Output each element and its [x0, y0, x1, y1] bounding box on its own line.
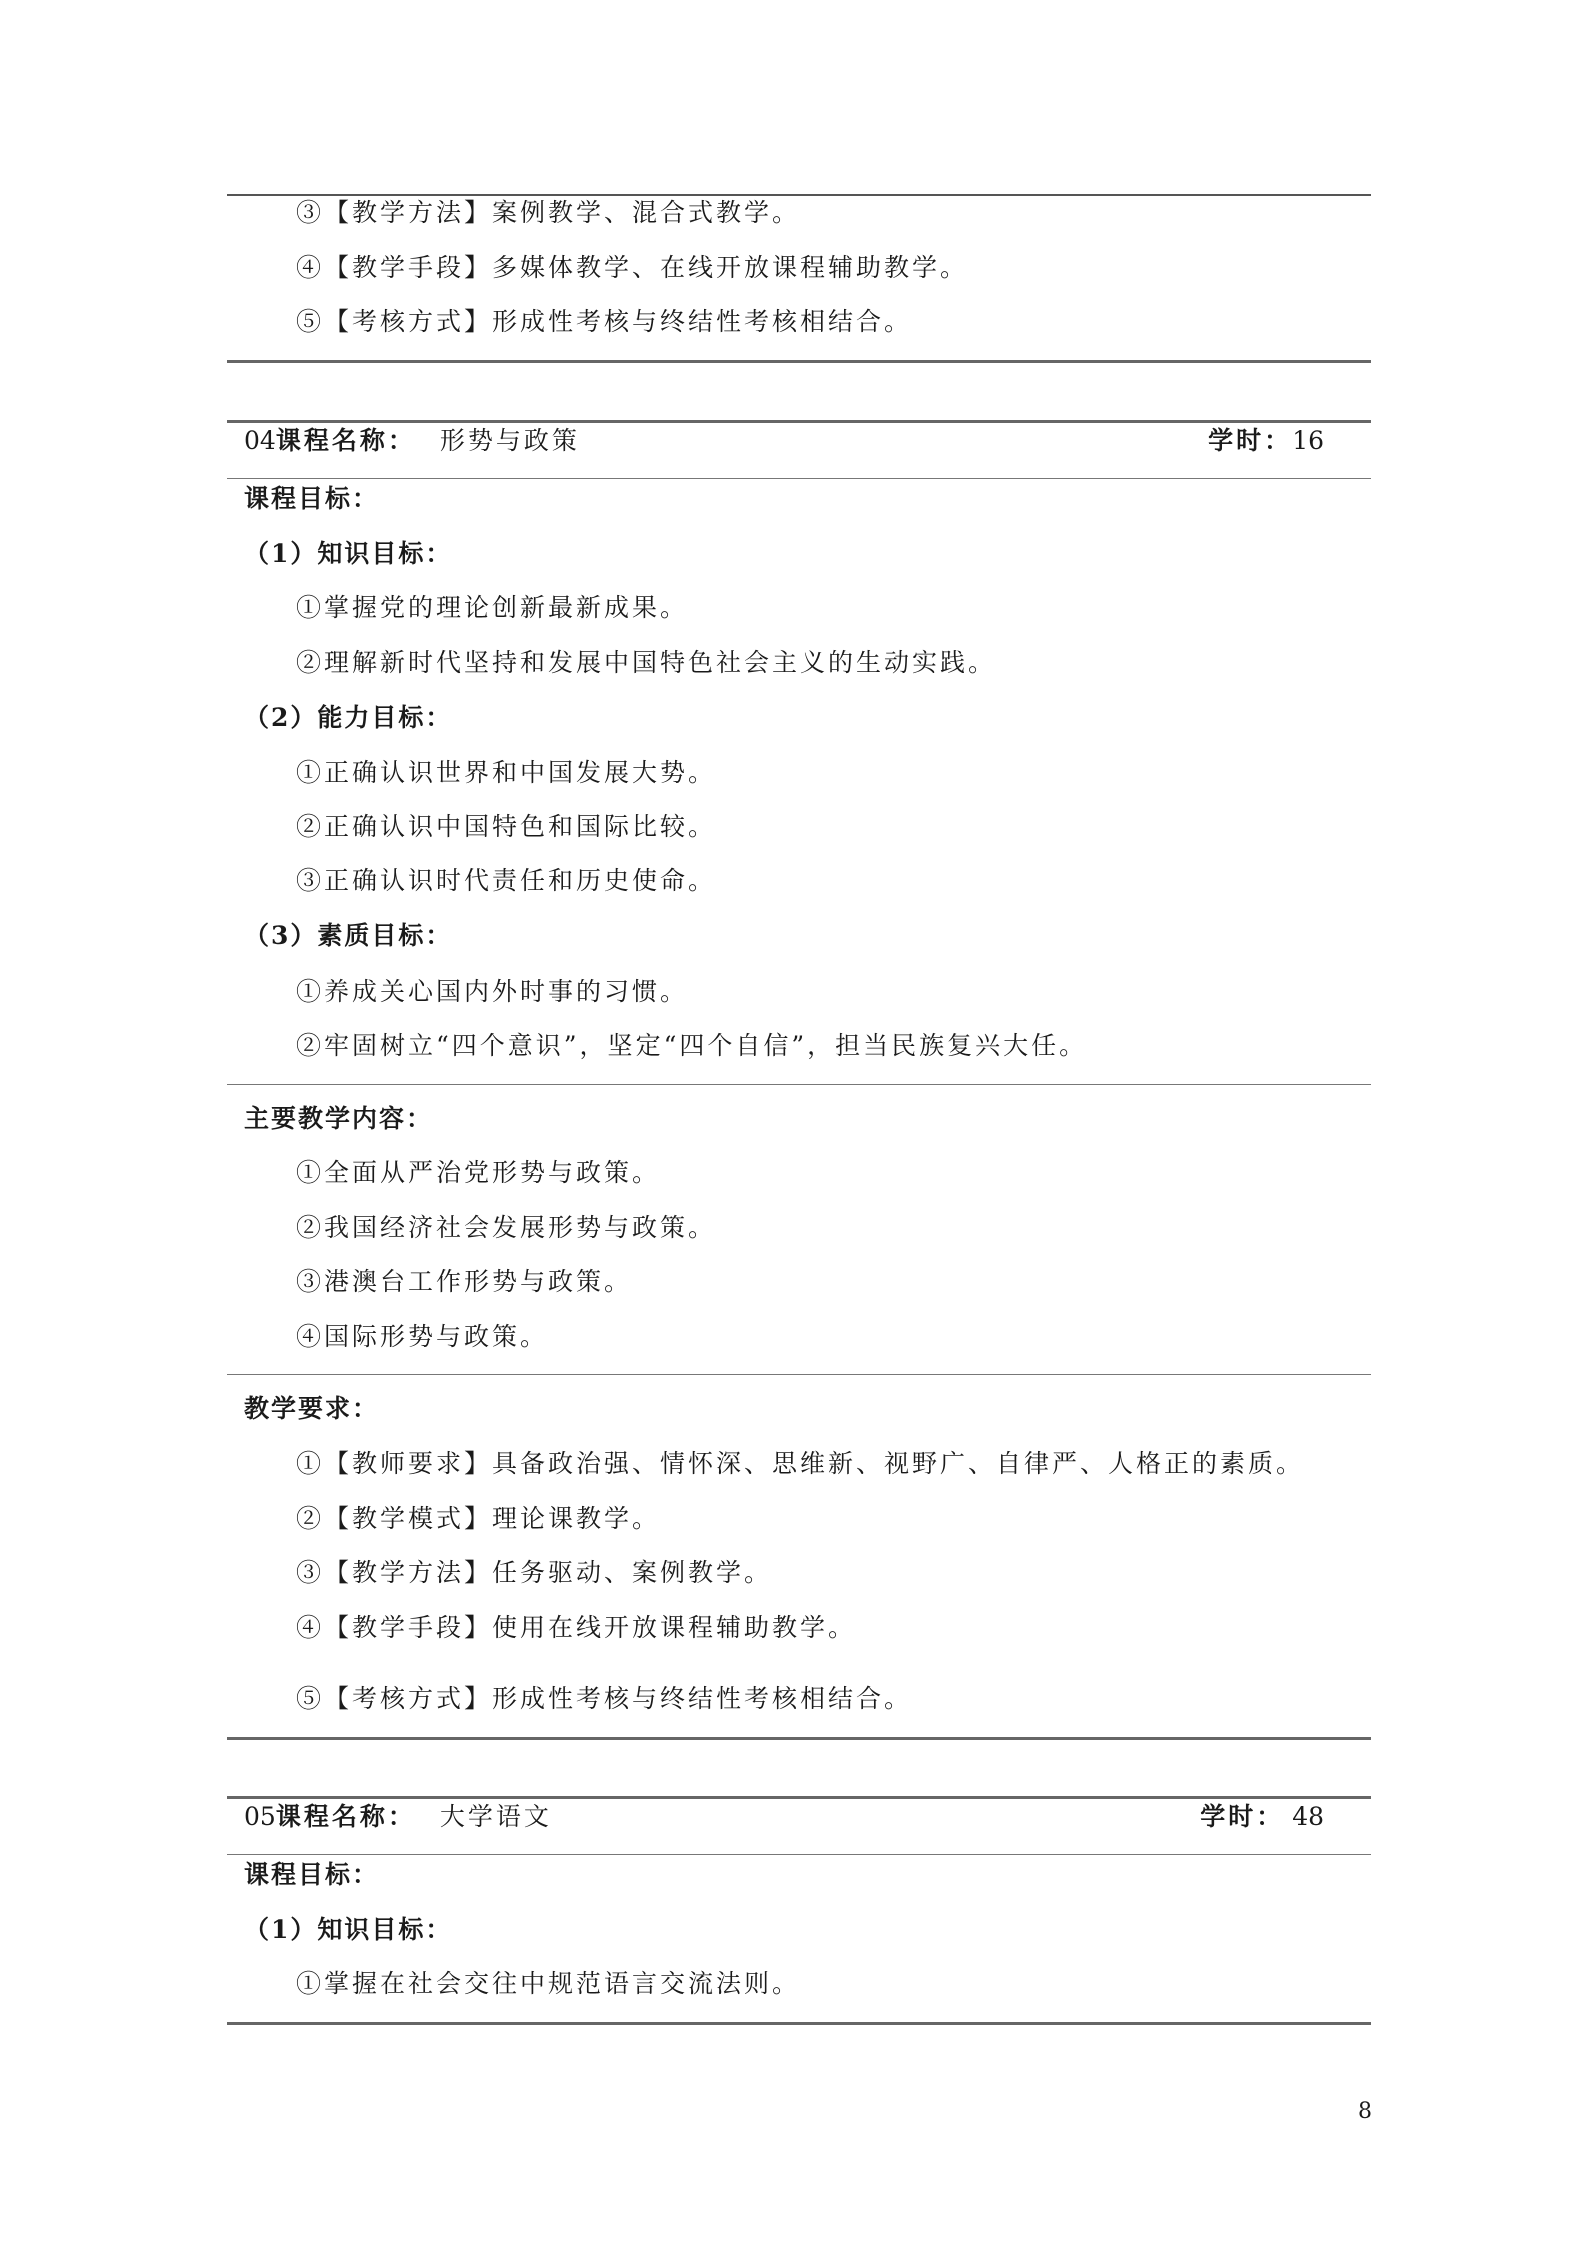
hours-label: 学时：	[1200, 1802, 1285, 1831]
list-item: ②我国经济社会发展形势与政策。	[296, 1213, 717, 1242]
course-number: 05	[244, 1802, 276, 1831]
course-number: 04	[244, 426, 276, 455]
list-item: ④【教学手段】多媒体教学、在线开放课程辅助教学。	[296, 253, 969, 282]
goals-heading: 课程目标：	[244, 484, 380, 513]
list-item: ④【教学手段】使用在线开放课程辅助教学。	[296, 1613, 857, 1642]
course-05-bottom-rule	[227, 2022, 1371, 2025]
section-divider	[227, 1374, 1371, 1375]
course-04-bottom-rule	[227, 1737, 1371, 1740]
list-item: ①【教师要求】具备政治强、情怀深、思维新、视野广、自律严、人格正的素质。	[296, 1449, 1305, 1478]
list-item: ③【教学方法】案例教学、混合式教学。	[296, 198, 801, 227]
list-item: ②牢固树立“四个意识”，坚定“四个自信”，担当民族复兴大任。	[296, 1031, 1088, 1060]
list-item: ⑤【考核方式】形成性考核与终结性考核相结合。	[296, 307, 913, 336]
list-item: ③正确认识时代责任和历史使命。	[296, 866, 717, 895]
knowledge-heading: （1）知识目标：	[244, 539, 453, 568]
course-04-header	[244, 424, 1324, 458]
knowledge-heading: （1）知识目标：	[244, 1915, 453, 1944]
course-05-header	[244, 1800, 1324, 1834]
course-name-label: 课程名称：	[275, 426, 416, 455]
hours-value: 48	[1292, 1802, 1324, 1831]
hours-label: 学时：	[1208, 426, 1293, 455]
list-item: ②【教学模式】理论课教学。	[296, 1504, 661, 1533]
requirements-heading: 教学要求：	[244, 1394, 380, 1423]
list-item: ②理解新时代坚持和发展中国特色社会主义的生动实践。	[296, 648, 997, 677]
table-bottom-rule	[227, 360, 1371, 363]
content-heading: 主要教学内容：	[244, 1104, 434, 1133]
course-hours	[1208, 424, 1324, 458]
list-item: ③港澳台工作形势与政策。	[296, 1267, 633, 1296]
course-04-top-rule	[227, 420, 1371, 423]
course-05-header-rule	[227, 1854, 1371, 1855]
goals-heading: 课程目标：	[244, 1860, 380, 1889]
list-item: ①养成关心国内外时事的习惯。	[296, 977, 689, 1006]
course-name: 形势与政策	[439, 426, 580, 455]
course-05-top-rule	[227, 1796, 1371, 1799]
list-item: ④国际形势与政策。	[296, 1322, 549, 1351]
list-item: ③【教学方法】任务驱动、案例教学。	[296, 1558, 773, 1587]
list-item: ①掌握党的理论创新最新成果。	[296, 593, 689, 622]
hours-value: 16	[1292, 426, 1324, 455]
page-number: 8	[1358, 2099, 1372, 2124]
list-item: ①正确认识世界和中国发展大势。	[296, 758, 717, 787]
course-hours	[1200, 1800, 1324, 1834]
list-item: ①全面从严治党形势与政策。	[296, 1158, 661, 1187]
course-04-header-rule	[227, 478, 1371, 479]
quality-heading: （3）素质目标：	[244, 921, 453, 950]
section-divider	[227, 1084, 1371, 1085]
ability-heading: （2）能力目标：	[244, 703, 453, 732]
list-item: ①掌握在社会交往中规范语言交流法则。	[296, 1969, 801, 1998]
course-name: 大学语文	[439, 1802, 552, 1831]
list-item: ⑤【考核方式】形成性考核与终结性考核相结合。	[296, 1684, 913, 1713]
course-name-label: 课程名称：	[275, 1802, 416, 1831]
list-item: ②正确认识中国特色和国际比较。	[296, 812, 717, 841]
